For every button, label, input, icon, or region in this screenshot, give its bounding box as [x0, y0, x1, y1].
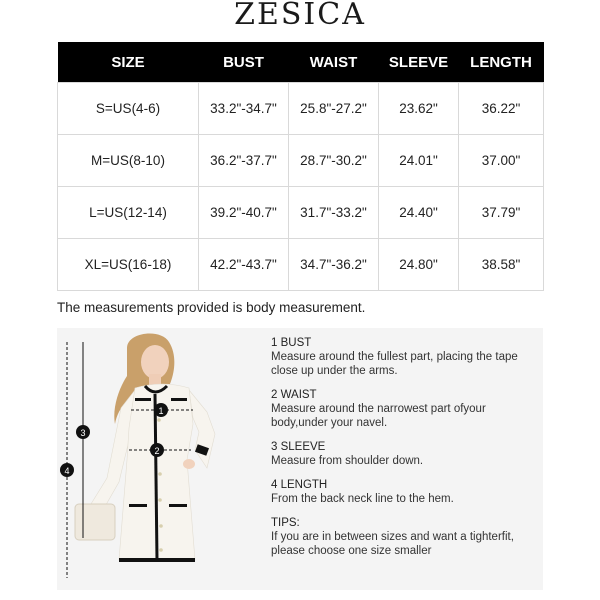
model-figure [57, 328, 257, 590]
cell-sleeve: 23.62" [379, 83, 459, 135]
cell-size: S=US(4-6) [58, 83, 199, 135]
center-placket [154, 394, 160, 560]
cell-size: XL=US(16-18) [58, 239, 199, 291]
marker-3 [76, 425, 90, 439]
cell-length: 37.00" [459, 135, 544, 187]
instruction-body: Measure from shoulder down. [271, 455, 424, 467]
instruction-sleeve [271, 440, 541, 468]
instruction-body: Measure around the narrowest part ofyour body,under your navel. [271, 403, 486, 429]
size-chart-table [57, 42, 544, 291]
instruction-bust [271, 336, 541, 378]
cell-size: M=US(8-10) [58, 135, 199, 187]
cell-bust: 36.2"-37.7" [199, 135, 289, 187]
cell-bust: 33.2"-34.7" [199, 83, 289, 135]
cell-length: 38.58" [459, 239, 544, 291]
face-shape [141, 345, 169, 379]
instruction-title: 4 LENGTH [271, 479, 328, 491]
instruction-tips [271, 516, 541, 558]
measurement-note: The measurements provided is body measurement. [57, 300, 366, 315]
chest-pocket-right [171, 398, 187, 401]
cell-length: 36.22" [459, 83, 544, 135]
table-row [58, 239, 544, 291]
measure-instructions [271, 336, 541, 568]
instruction-title: 1 BUST [271, 337, 312, 349]
instruction-body: Measure around the fullest part, placing the tape close up under the arms. [271, 351, 518, 377]
cell-size: L=US(12-14) [58, 187, 199, 239]
cell-sleeve: 24.40" [379, 187, 459, 239]
marker-4 [60, 463, 74, 477]
svg-text:1: 1 [158, 406, 164, 416]
table-row [58, 135, 544, 187]
header-bust: BUST [199, 42, 289, 83]
hand-shape [183, 459, 195, 469]
svg-text:4: 4 [64, 466, 70, 476]
header-size: SIZE [58, 42, 199, 83]
cell-sleeve: 24.01" [379, 135, 459, 187]
instruction-length [271, 478, 541, 506]
header-sleeve: SLEEVE [379, 42, 459, 83]
right-sleeve [189, 390, 215, 468]
header-waist: WAIST [289, 42, 379, 83]
cell-waist: 31.7"-33.2" [289, 187, 379, 239]
instruction-title: 2 WAIST [271, 389, 317, 401]
table-row [58, 187, 544, 239]
brand-logo: ZESICA [234, 0, 366, 32]
hip-pocket-left [129, 504, 147, 507]
instruction-title: TIPS: [271, 517, 300, 529]
instruction-body: If you are in between sizes and want a tighterfit, please choose one size smaller [271, 531, 514, 557]
svg-text:2: 2 [154, 446, 160, 456]
table-header-row [58, 42, 544, 83]
handbag [75, 504, 115, 540]
instruction-waist [271, 388, 541, 430]
chest-pocket-left [135, 398, 151, 401]
cell-waist: 28.7"-30.2" [289, 135, 379, 187]
cell-bust: 42.2"-43.7" [199, 239, 289, 291]
hip-pocket-right [169, 504, 187, 507]
header-length: LENGTH [459, 42, 544, 83]
cell-waist: 34.7"-36.2" [289, 239, 379, 291]
cell-waist: 25.8"-27.2" [289, 83, 379, 135]
cell-length: 37.79" [459, 187, 544, 239]
svg-text:3: 3 [80, 428, 86, 438]
marker-1 [154, 403, 168, 417]
cell-bust: 39.2"-40.7" [199, 187, 289, 239]
instruction-title: 3 SLEEVE [271, 441, 326, 453]
marker-2 [150, 443, 164, 457]
instruction-body: From the back neck line to the hem. [271, 493, 454, 505]
cell-sleeve: 24.80" [379, 239, 459, 291]
table-row [58, 83, 544, 135]
